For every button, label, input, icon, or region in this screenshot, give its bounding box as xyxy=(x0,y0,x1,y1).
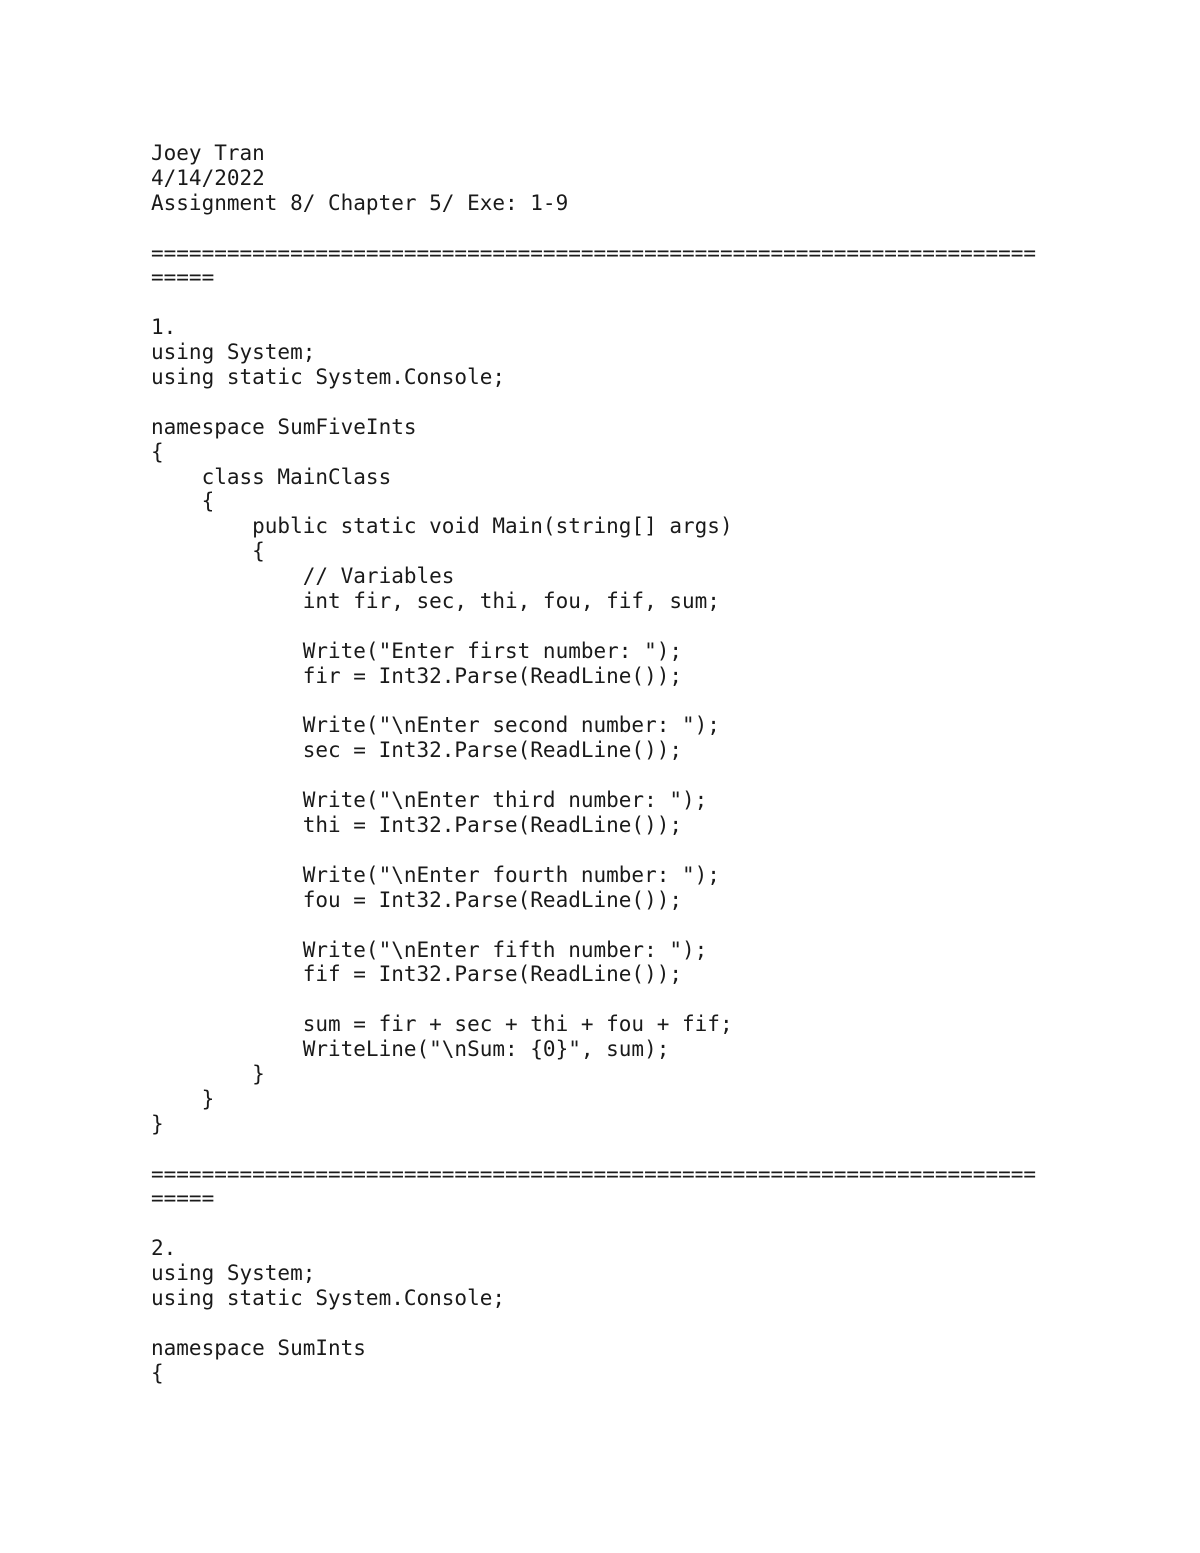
code-line: sec = Int32.Parse(ReadLine()); xyxy=(151,738,683,763)
code-line: { xyxy=(151,489,215,514)
blank-line xyxy=(151,987,1111,1012)
separator-line: ===== xyxy=(151,265,215,290)
blank-line xyxy=(151,838,1111,863)
code-line: Write("\nEnter second number: "); xyxy=(151,713,720,738)
code-line: using static System.Console; xyxy=(151,1285,506,1310)
code-line: Write("\nEnter fourth number: "); xyxy=(151,862,720,887)
code-line: fir = Int32.Parse(ReadLine()); xyxy=(151,663,683,688)
code-line: class MainClass xyxy=(151,464,392,489)
blank-line xyxy=(151,913,1111,938)
blank-line xyxy=(151,290,1111,315)
code-line: { xyxy=(151,439,164,464)
code-line: Write("\nEnter fifth number: "); xyxy=(151,937,708,962)
blank-line xyxy=(151,689,1111,714)
code-line: thi = Int32.Parse(ReadLine()); xyxy=(151,813,683,838)
separator-line: ====================================================================== xyxy=(151,240,1037,265)
exercise-number: 1. xyxy=(151,315,177,340)
code-line: namespace SumFiveInts xyxy=(151,414,417,439)
code-line: } xyxy=(151,1111,164,1136)
code-line: { xyxy=(151,539,265,564)
code-line: using System; xyxy=(151,340,316,365)
code-line: } xyxy=(151,1061,265,1086)
code-listing xyxy=(151,141,1111,1386)
separator-line: ====================================================================== xyxy=(151,1161,1037,1186)
code-line: } xyxy=(151,1086,215,1111)
blank-line xyxy=(151,390,1111,415)
code-line: public static void Main(string[] args) xyxy=(151,514,733,539)
blank-line xyxy=(151,216,1111,241)
exercise-number: 2. xyxy=(151,1236,177,1261)
code-line: // Variables xyxy=(151,564,455,589)
code-line: WriteLine("\nSum: {0}", sum); xyxy=(151,1037,670,1062)
code-line: int fir, sec, thi, fou, fif, sum; xyxy=(151,589,720,614)
separator-line: ===== xyxy=(151,1186,215,1211)
code-line: sum = fir + sec + thi + fou + fif; xyxy=(151,1012,733,1037)
assignment-date: 4/14/2022 xyxy=(151,165,265,190)
code-line: Write("\nEnter third number: "); xyxy=(151,788,708,813)
assignment-title: Assignment 8/ Chapter 5/ Exe: 1-9 xyxy=(151,190,569,215)
blank-line xyxy=(151,614,1111,639)
blank-line xyxy=(151,1137,1111,1162)
blank-line xyxy=(151,1311,1111,1336)
author-name: Joey Tran xyxy=(151,141,265,165)
code-line: using System; xyxy=(151,1261,316,1286)
code-line: fou = Int32.Parse(ReadLine()); xyxy=(151,887,683,912)
code-line: namespace SumInts xyxy=(151,1335,366,1360)
blank-line xyxy=(151,763,1111,788)
blank-line xyxy=(151,1211,1111,1236)
code-line: Write("Enter first number: "); xyxy=(151,638,683,663)
code-line: fif = Int32.Parse(ReadLine()); xyxy=(151,962,683,987)
code-line: using static System.Console; xyxy=(151,365,506,390)
code-line: { xyxy=(151,1360,164,1385)
